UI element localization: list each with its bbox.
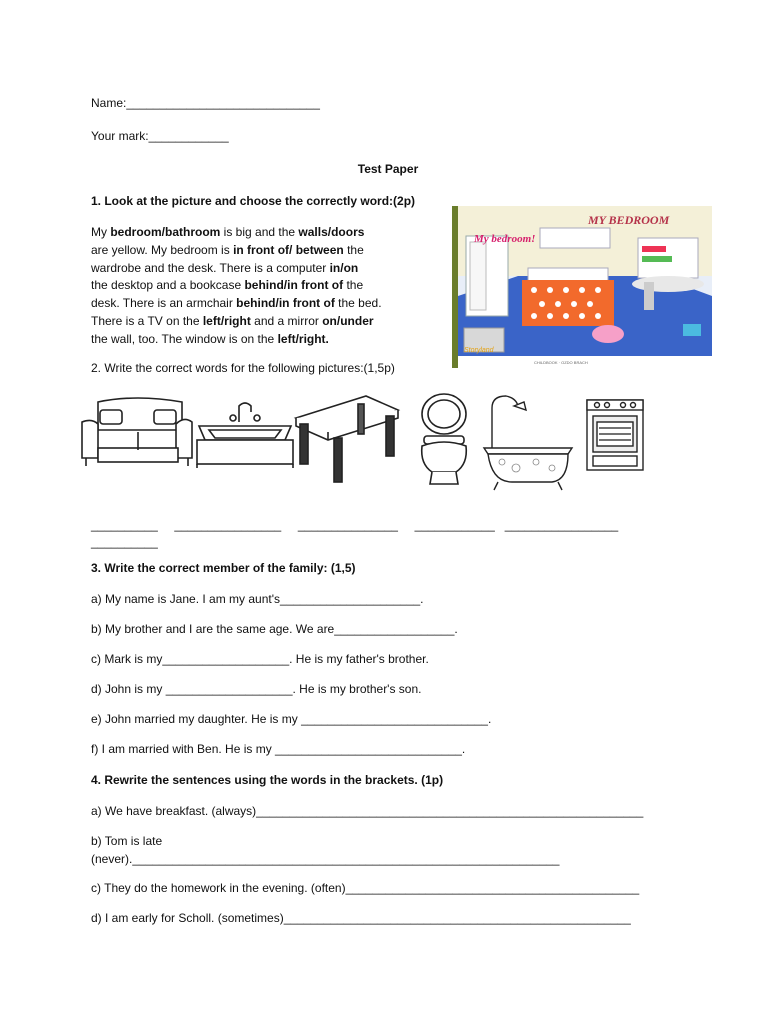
stove-icon: [585, 392, 645, 474]
bathtub-icon: [482, 392, 574, 496]
table-icon: [292, 392, 402, 484]
page-title: Test Paper: [357, 162, 419, 176]
ex1-line: [91, 313, 431, 331]
answer-blank[interactable]: ________________: [174, 518, 282, 532]
sentence-text: the wall, too. The window is on the: [91, 331, 278, 346]
ex3-heading: 3. Write the correct member of the family: (1,5): [91, 561, 356, 575]
ex2-heading: 2. Write the correct words for the following pictures:(1,5p): [91, 361, 395, 375]
answer-blank[interactable]: _______________: [297, 518, 398, 532]
choice-option[interactable]: walls/doors: [298, 225, 365, 239]
ex3-item-a: a) My name is Jane. I am my aunt's_____________________.: [91, 592, 424, 606]
ex4-item-c: c) They do the homework in the evening. (often)____________________________________________: [91, 881, 640, 895]
sink-icon: [195, 392, 295, 472]
ex3-item-e: e) John married my daughter. He is my ____________________________.: [91, 712, 492, 726]
answer-blank[interactable]: __________: [91, 535, 158, 549]
sentence-text: the: [343, 242, 364, 257]
sentence-text: There is a TV on the: [91, 313, 203, 328]
sofa-icon: [78, 392, 194, 474]
sentence-text: and a mirror: [250, 313, 323, 328]
choice-option[interactable]: left/right.: [277, 331, 329, 346]
choice-option[interactable]: behind/in front of: [236, 296, 335, 311]
ex1-line: [91, 224, 431, 242]
answer-blank[interactable]: _________________: [504, 518, 619, 532]
ex3-item-b: b) My brother and I are the same age. We are__________________.: [91, 622, 458, 636]
bedroom-picture: [452, 206, 712, 368]
ex3-item-d: d) John is my ___________________. He is my brother's son.: [91, 682, 422, 696]
picture-subtitle: My bedroom!: [474, 233, 536, 245]
sentence-text: the desktop and a bookcase: [91, 278, 245, 293]
ex4-heading: 4. Rewrite the sentences using the words in the brackets. (1p): [91, 773, 444, 787]
toilet-icon: [416, 392, 472, 488]
ex2-answer-blanks: [91, 517, 651, 551]
bedroom-illustration: [458, 206, 712, 368]
answer-blank[interactable]: ____________: [414, 518, 495, 532]
choice-option[interactable]: behind/in front of: [244, 278, 344, 293]
choice-option[interactable]: in front of/ between: [233, 242, 344, 257]
ex1-line: [91, 277, 431, 295]
picture-logo: Storyland: [464, 347, 494, 354]
picture-footer: CHILDBOOK · OZDO BRACH: [534, 360, 588, 365]
ex1-paragraph: [91, 224, 431, 349]
ex3-item-f: f) I am married with Ben. He is my ____________________________.: [91, 742, 466, 756]
ex4-item-d: d) I am early for Scholl. (sometimes)____________________________________________________: [91, 911, 631, 925]
choice-option[interactable]: in/on: [329, 260, 359, 275]
sentence-text: the: [343, 278, 364, 293]
picture-title: MY BEDROOM: [588, 213, 670, 227]
answer-blank[interactable]: __________: [91, 518, 158, 532]
ex1-line: [91, 295, 431, 313]
choice-option[interactable]: left/right: [202, 313, 251, 328]
ex4-item-a: a) We have breakfast. (always)__________________________________________________________: [91, 804, 644, 818]
choice-option[interactable]: bedroom/bathroom: [110, 225, 221, 239]
mark-field: Your mark:____________: [91, 129, 229, 143]
ex4-item-b-cont: (never).________________________________________________________________: [91, 852, 560, 866]
ex1-line: [91, 331, 431, 349]
ex1-heading: 1. Look at the picture and choose the correctly word:(2p): [91, 194, 416, 208]
sentence-text: the bed.: [334, 296, 382, 311]
choice-option[interactable]: on/under: [322, 313, 374, 328]
ex3-item-c: c) Mark is my___________________. He is my father's brother.: [91, 652, 429, 666]
sentence-text: wardrobe and the desk. There is a computer: [91, 260, 330, 275]
ex1-line: [91, 260, 431, 278]
sentence-text: are yellow. My bedroom is: [91, 242, 234, 257]
ex4-item-b: b) Tom is late: [91, 834, 163, 848]
sentence-text: desk. There is an armchair: [91, 296, 237, 311]
ex1-line: [91, 242, 431, 260]
name-field: Name:_____________________________: [91, 96, 320, 110]
sentence-text: is big and the: [220, 225, 299, 239]
sentence-text: My: [91, 225, 111, 239]
